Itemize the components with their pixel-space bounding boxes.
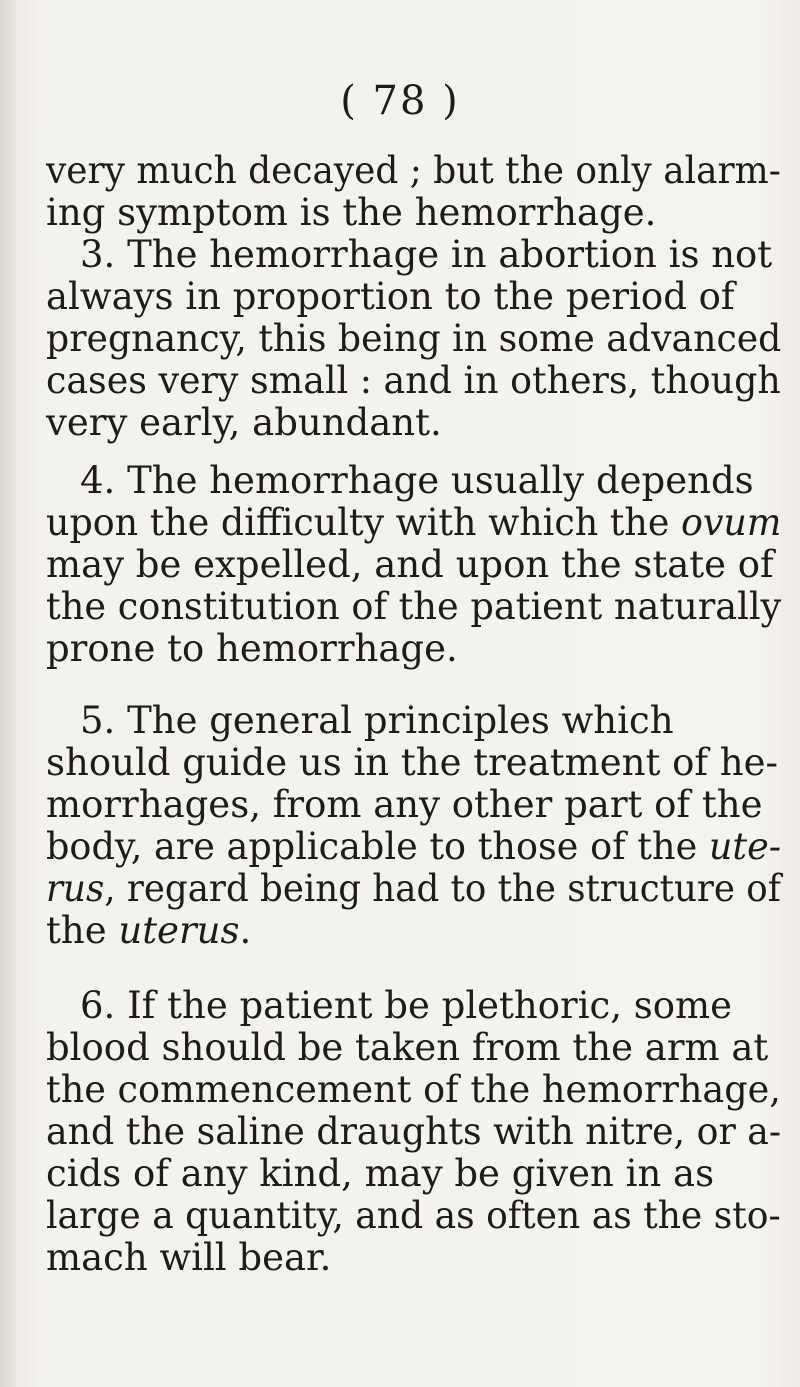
text-line: 6. If the patient be plethoric, some <box>80 984 733 1027</box>
text-line: upon the difficulty with which the ovum <box>46 501 782 544</box>
text-line: always in proportion to the period of <box>46 275 735 318</box>
text-line: cases very small : and in others, though <box>46 359 781 402</box>
paragraph-3 <box>46 234 781 444</box>
text-line: may be expelled, and upon the state of <box>46 543 774 586</box>
text-line: very much decayed ; but the only alarm- <box>46 149 781 192</box>
text-line: 5. The general principles which <box>80 699 674 742</box>
page-number-header: ( 78 ) <box>340 78 460 124</box>
text-line: body, are applicable to those of the ute- <box>46 825 782 868</box>
text-line: morrhages, from any other part of the <box>46 783 763 826</box>
text-line: should guide us in the treatment of he- <box>46 741 779 784</box>
text-line: prone to hemorrhage. <box>46 627 458 670</box>
text-line: the constitution of the patient naturally <box>46 585 782 628</box>
paragraph-5 <box>46 700 781 952</box>
text-line: very early, abundant. <box>46 401 442 444</box>
text-line: rus, regard being had to the structure of <box>46 867 781 910</box>
text-line: mach will bear. <box>46 1236 332 1279</box>
text-line: 4. The hemorrhage usually depends <box>80 459 754 502</box>
text-line: the uterus. <box>46 909 252 952</box>
paragraph-continuation <box>46 150 781 234</box>
text-line: 3. The hemorrhage in abortion is not <box>80 233 773 276</box>
text-line: pregnancy, this being in some advanced <box>46 317 782 360</box>
text-line: blood should be taken from the arm at <box>46 1026 769 1069</box>
paragraph-6 <box>46 985 781 1279</box>
text-line: large a quantity, and as often as the sto- <box>46 1194 781 1237</box>
text-line: and the saline draughts with nitre, or a- <box>46 1110 782 1153</box>
paragraph-4 <box>46 460 781 670</box>
page-gutter-shadow <box>0 0 18 1387</box>
text-line: cids of any kind, may be given in as <box>46 1152 715 1195</box>
text-line: the commencement of the hemorrhage, <box>46 1068 781 1111</box>
text-line: ing symptom is the hemorrhage. <box>46 191 657 234</box>
